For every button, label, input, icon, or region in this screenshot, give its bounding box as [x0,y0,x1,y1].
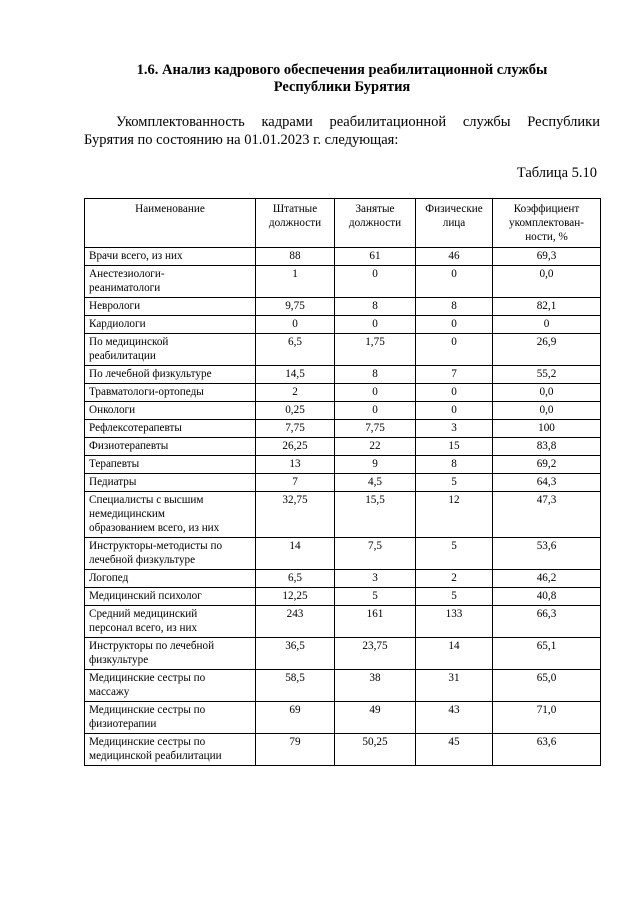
occupied-positions-cell: 0 [335,384,416,402]
table-row [85,316,601,334]
position-name-cell [85,366,256,384]
staff-positions-cell: 6,5 [256,570,335,588]
position-name-cell [85,474,256,492]
header-line: Штатные [272,203,318,215]
physical-persons-cell: 8 [416,298,493,316]
position-name-line: Специалисты с высшим [89,494,204,506]
staffing-coefficient-cell: 55,2 [493,366,601,384]
table-row [85,588,601,606]
header-line: должности [268,217,322,229]
table-row [85,334,601,366]
table-row [85,438,601,456]
position-name-cell [85,702,256,734]
physical-persons-cell: 0 [416,316,493,334]
header-line: ности, % [525,231,568,243]
header-staffing-coefficient [493,199,601,248]
position-name-line: Логопед [89,572,129,584]
position-name-line: Врачи всего, из них [89,250,183,262]
staff-positions-cell: 32,75 [256,492,335,538]
position-name-cell [85,266,256,298]
header-name [85,199,256,248]
position-name-line: реаниматологи [89,282,161,294]
position-name-line: Медицинский психолог [89,590,202,602]
table-row [85,248,601,266]
staff-positions-cell: 36,5 [256,638,335,670]
physical-persons-cell: 0 [416,266,493,298]
table-row [85,702,601,734]
position-name-line: Медицинские сестры по [89,704,206,716]
position-name-cell [85,334,256,366]
staff-positions-cell: 6,5 [256,334,335,366]
table-row [85,570,601,588]
staff-positions-cell: 7,75 [256,420,335,438]
physical-persons-cell: 3 [416,420,493,438]
position-name-cell [85,248,256,266]
position-name-line: Неврологи [89,300,141,312]
table-row [85,606,601,638]
staff-positions-cell: 2 [256,384,335,402]
staff-positions-cell: 0 [256,316,335,334]
header-line: Наименование [135,203,205,215]
position-name-cell [85,538,256,570]
position-name-line: массажу [89,686,130,698]
intro-paragraph [84,114,600,149]
staff-positions-cell: 13 [256,456,335,474]
staffing-coefficient-cell: 100 [493,420,601,438]
position-name-line: Медицинские сестры по [89,736,206,748]
table-row [85,366,601,384]
staff-positions-cell: 1 [256,266,335,298]
staffing-coefficient-cell: 66,3 [493,606,601,638]
physical-persons-cell: 5 [416,474,493,492]
occupied-positions-cell: 8 [335,366,416,384]
occupied-positions-cell: 0 [335,402,416,420]
table-row [85,420,601,438]
staffing-coefficient-cell: 69,3 [493,248,601,266]
staffing-coefficient-cell: 64,3 [493,474,601,492]
header-line: должности [348,217,402,229]
position-name-line: персонал всего, из них [89,622,198,634]
table-row [85,638,601,670]
staffing-coefficient-cell: 47,3 [493,492,601,538]
staff-positions-cell: 9,75 [256,298,335,316]
staffing-coefficient-cell: 69,2 [493,456,601,474]
table-row [85,474,601,492]
staffing-coefficient-cell: 82,1 [493,298,601,316]
header-line: Занятые [355,203,395,215]
header-occupied-positions [335,199,416,248]
position-name-cell [85,298,256,316]
position-name-line: медицинской реабилитации [89,750,222,762]
header-physical-persons [416,199,493,248]
table-body [85,248,601,766]
physical-persons-cell: 14 [416,638,493,670]
physical-persons-cell: 0 [416,384,493,402]
physical-persons-cell: 46 [416,248,493,266]
physical-persons-cell: 7 [416,366,493,384]
position-name-line: лечебной физкультуре [89,554,196,566]
header-staff-positions [256,199,335,248]
position-name-line: Травматологи-ортопеды [89,386,204,398]
staff-positions-cell: 14 [256,538,335,570]
physical-persons-cell: 5 [416,538,493,570]
position-name-cell [85,456,256,474]
staffing-coefficient-cell: 63,6 [493,734,601,766]
staffing-coefficient-cell: 53,6 [493,538,601,570]
occupied-positions-cell: 22 [335,438,416,456]
occupied-positions-cell: 5 [335,588,416,606]
staff-positions-cell: 12,25 [256,588,335,606]
section-heading-line-2: Республики Бурятия [273,79,411,95]
staffing-table [84,198,601,766]
staff-positions-cell: 26,25 [256,438,335,456]
staffing-coefficient-cell: 65,0 [493,670,601,702]
staff-positions-cell: 69 [256,702,335,734]
staff-positions-cell: 7 [256,474,335,492]
table-row [85,538,601,570]
position-name-line: Медицинские сестры по [89,672,206,684]
occupied-positions-cell: 8 [335,298,416,316]
physical-persons-cell: 133 [416,606,493,638]
physical-persons-cell: 2 [416,570,493,588]
position-name-line: Средний медицинский [89,608,198,620]
occupied-positions-cell: 1,75 [335,334,416,366]
position-name-cell [85,316,256,334]
occupied-positions-cell: 161 [335,606,416,638]
position-name-line: Педиатры [89,476,137,488]
occupied-positions-cell: 3 [335,570,416,588]
position-name-cell [85,570,256,588]
staffing-coefficient-cell: 71,0 [493,702,601,734]
header-line: Коэффициент [513,203,580,215]
staffing-coefficient-cell: 40,8 [493,588,601,606]
physical-persons-cell: 43 [416,702,493,734]
staff-positions-cell: 79 [256,734,335,766]
occupied-positions-cell: 0 [335,316,416,334]
occupied-positions-cell: 61 [335,248,416,266]
position-name-line: немедицинским [89,508,165,520]
occupied-positions-cell: 38 [335,670,416,702]
physical-persons-cell: 5 [416,588,493,606]
position-name-line: Онкологи [89,404,136,416]
table-row [85,670,601,702]
position-name-line: Терапевты [89,458,140,470]
physical-persons-cell: 31 [416,670,493,702]
physical-persons-cell: 0 [416,334,493,366]
staff-positions-cell: 14,5 [256,366,335,384]
position-name-line: Рефлексотерапевты [89,422,182,434]
physical-persons-cell: 45 [416,734,493,766]
position-name-line: Анестезиологи- [89,268,165,280]
position-name-line: физкультуре [89,654,149,666]
occupied-positions-cell: 49 [335,702,416,734]
header-line: лица [442,217,466,229]
staffing-coefficient-cell: 65,1 [493,638,601,670]
physical-persons-cell: 0 [416,402,493,420]
physical-persons-cell: 12 [416,492,493,538]
position-name-cell [85,734,256,766]
position-name-cell [85,492,256,538]
table-row [85,298,601,316]
position-name-cell [85,420,256,438]
position-name-line: образованием всего, из них [89,522,220,534]
staffing-coefficient-cell: 0 [493,316,601,334]
staff-positions-cell: 58,5 [256,670,335,702]
table-row [85,384,601,402]
table-row [85,492,601,538]
occupied-positions-cell: 7,75 [335,420,416,438]
section-heading [84,62,600,96]
occupied-positions-cell: 15,5 [335,492,416,538]
intro-line-2: Бурятия по состоянию на 01.01.2023 г. следующая: [84,131,399,148]
intro-line-1: Укомплектованность кадрами реабилитационной службы Республики [116,114,600,130]
occupied-positions-cell: 0 [335,266,416,298]
table-row [85,456,601,474]
table-row [85,402,601,420]
table-row [85,734,601,766]
occupied-positions-cell: 50,25 [335,734,416,766]
header-line: укомплектован- [509,217,584,229]
position-name-cell [85,670,256,702]
staffing-coefficient-cell: 0,0 [493,266,601,298]
staffing-coefficient-cell: 0,0 [493,384,601,402]
position-name-line: Физиотерапевты [89,440,169,452]
occupied-positions-cell: 7,5 [335,538,416,570]
occupied-positions-cell: 9 [335,456,416,474]
position-name-cell [85,638,256,670]
physical-persons-cell: 8 [416,456,493,474]
staffing-coefficient-cell: 26,9 [493,334,601,366]
occupied-positions-cell: 23,75 [335,638,416,670]
position-name-cell [85,606,256,638]
position-name-line: По лечебной физкультуре [89,368,212,380]
occupied-positions-cell: 4,5 [335,474,416,492]
section-heading-line-1: 1.6. Анализ кадрового обеспечения реабилитационной службы [136,62,548,78]
staffing-coefficient-cell: 46,2 [493,570,601,588]
staffing-coefficient-cell: 83,8 [493,438,601,456]
position-name-line: Инструкторы-методисты по [89,540,223,552]
position-name-line: Кардиологи [89,318,146,330]
staff-positions-cell: 243 [256,606,335,638]
position-name-line: Инструкторы по лечебной [89,640,215,652]
position-name-cell [85,438,256,456]
staff-positions-cell: 88 [256,248,335,266]
physical-persons-cell: 15 [416,438,493,456]
staff-positions-cell: 0,25 [256,402,335,420]
table-header-row [85,199,601,248]
table-caption: Таблица 5.10 [516,165,597,181]
position-name-cell [85,384,256,402]
header-line: Физические [425,203,483,215]
staffing-coefficient-cell: 0,0 [493,402,601,420]
table-row [85,266,601,298]
position-name-line: реабилитации [89,350,156,362]
position-name-cell [85,402,256,420]
position-name-cell [85,588,256,606]
position-name-line: физиотерапии [89,718,157,730]
position-name-line: По медицинской [89,336,169,348]
